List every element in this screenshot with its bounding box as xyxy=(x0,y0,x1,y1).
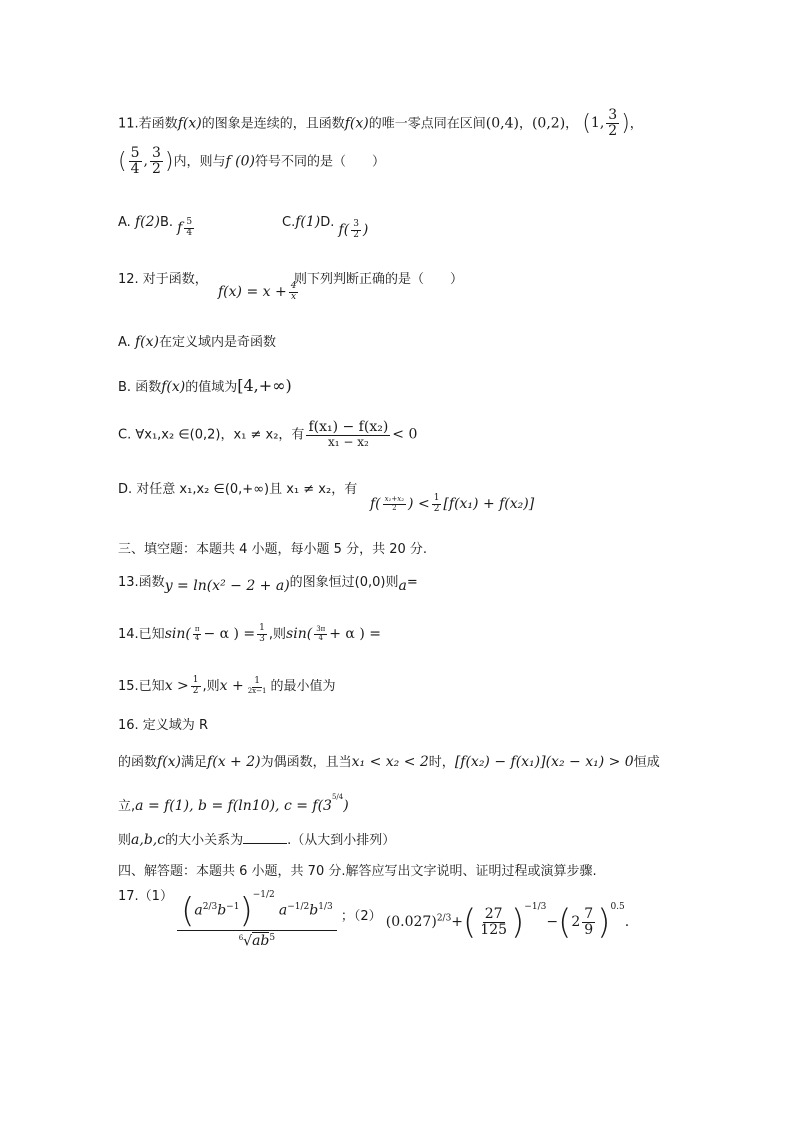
question-12-stem: 12. 对于函数， xyxy=(118,272,208,287)
q11-text: 11.若函数 xyxy=(118,116,178,132)
section-3-heading: 三、填空题：本题共 4 小题，每小题 5 分，共 20 分. xyxy=(118,542,428,557)
question-15: 15.已知x > $\frac{1}{2}$ ,则x + $\frac{1}{2x-1}$ 的最小值为 xyxy=(118,675,336,696)
question-16-line-3: 立,a = f(1), b = f(ln10), $c = f(3^{5/4})$ xyxy=(118,792,349,814)
q11-text: 的唯一零点同在区间 xyxy=(368,116,486,132)
option-d-label: D. xyxy=(320,214,335,230)
option-d: f( $\frac{3}{2}$ ) xyxy=(338,219,369,240)
question-16-line-4: 则a,b,c的大小关系为 .（从大到小排列） xyxy=(118,832,396,848)
question-17: 17.（1） $\frac{(a^{2/3}b^{-1})^{-1/2} a^{-1/2}b^{1/3}}{^6√ab^5}$ ；（2） $(0.027)^{2/3}+$( $\frac{27}{125}$ )$^{-1/3}$−(2 $\frac{7}{9}$ )$^{0.5}$. xyxy=(118,888,630,950)
q12-option-b: B. 函数f(x)的值域为[4,+∞) xyxy=(118,376,292,395)
question-16-line-2: 的函数f(x)满足f(x + 2)为偶函数，且当x₁ < x₂ < 2时，[f(x₂) − f(x₁)](x₂ − x₁) > 0恒成 xyxy=(118,754,660,770)
question-12-formula: f(x) = x + $\frac{4}{x}$ xyxy=(218,281,297,302)
question-11-line-1: 11.若函数f(x)的图象是连续的，且函数f(x)的唯一零点同在区间(0,4)，(0,2)， (1, $\frac{3}{2}$ )， xyxy=(118,107,643,140)
question-13: 13.函数y = ln(x² − 2 + a)的图象恒过(0,0)则a= xyxy=(118,575,418,594)
question-14: 14.已知sin( $\frac{\pi}{4}$ − α ) = $\frac{1}{3}$ ,则sin( $\frac{3\pi}{4}$ + α ) = xyxy=(118,623,381,644)
q17-part-1-expression: $\frac{(a^{2/3}b^{-1})^{-1/2} a^{-1/2}b^{1/3}}{^6√ab^5}$ xyxy=(177,894,337,951)
answer-blank xyxy=(243,832,287,844)
question-16-line-1: 16. 定义域为 R xyxy=(118,718,208,733)
q12-option-c: C. ∀x₁,x₂ ∈(0,2)，x₁ ≠ x₂，有 $\frac{\text{f(x₁) − f(x₂)}}{\text{x₁ − x₂}}$ < 0 xyxy=(118,419,418,450)
q12-option-d: D. 对任意 x₁,x₂ ∈(0,+∞)且 x₁ ≠ x₂，有 xyxy=(118,482,358,497)
q17-part-2-expression: $(0.027)^{2/3}+$( $\frac{27}{125}$ )$^{-1/3}$−(2 $\frac{7}{9}$ )$^{0.5}$. xyxy=(385,901,630,943)
exponent: 5/4 xyxy=(331,792,344,801)
q11-interval-1: (0,4) xyxy=(485,115,519,132)
q11-fx: f(x) xyxy=(344,115,369,132)
section-4-heading: 四、解答题：本题共 6 小题，共 70 分.解答应写出文字说明、证明过程或演算步骤. xyxy=(118,864,597,879)
q11-text: 的图象是连续的，且函数 xyxy=(201,116,345,132)
question-12-stem-tail: 则下列判断正确的是（ ） xyxy=(294,272,464,287)
q12-option-d-formula: f( $\frac{\text{x₁+x₂}}{2}$ ) < $\frac{1}{2}$ [f(x₁) + f(x₂)] xyxy=(370,493,535,514)
q12-option-a: A. f(x)在定义域内是奇函数 xyxy=(118,334,276,350)
q11-f0: f (0) xyxy=(225,153,255,170)
question-11-line-2: ( $\frac{5}{4}$ , $\frac{3}{2}$ )内，则与f (0)符号不同的是（ ） xyxy=(118,145,385,178)
question-11-options xyxy=(118,212,196,238)
option-b: f $\frac{5}{4}$ xyxy=(177,217,193,238)
q11-interval-2: (0,2) xyxy=(531,115,566,132)
q11-fx: f(x) xyxy=(177,115,202,132)
q11-interval-4: ( $\frac{5}{4}$ , $\frac{3}{2}$ ) xyxy=(118,145,174,178)
option-a: f(2) xyxy=(134,213,160,230)
question-11-options-cd xyxy=(282,212,369,240)
option-c-label: C. xyxy=(282,214,296,230)
option-c: f(1) xyxy=(295,213,321,230)
q11-interval-3: (1, $\frac{3}{2}$ ) xyxy=(582,107,630,140)
option-a-label: A. xyxy=(118,214,131,230)
option-b-label: B. xyxy=(159,214,174,230)
